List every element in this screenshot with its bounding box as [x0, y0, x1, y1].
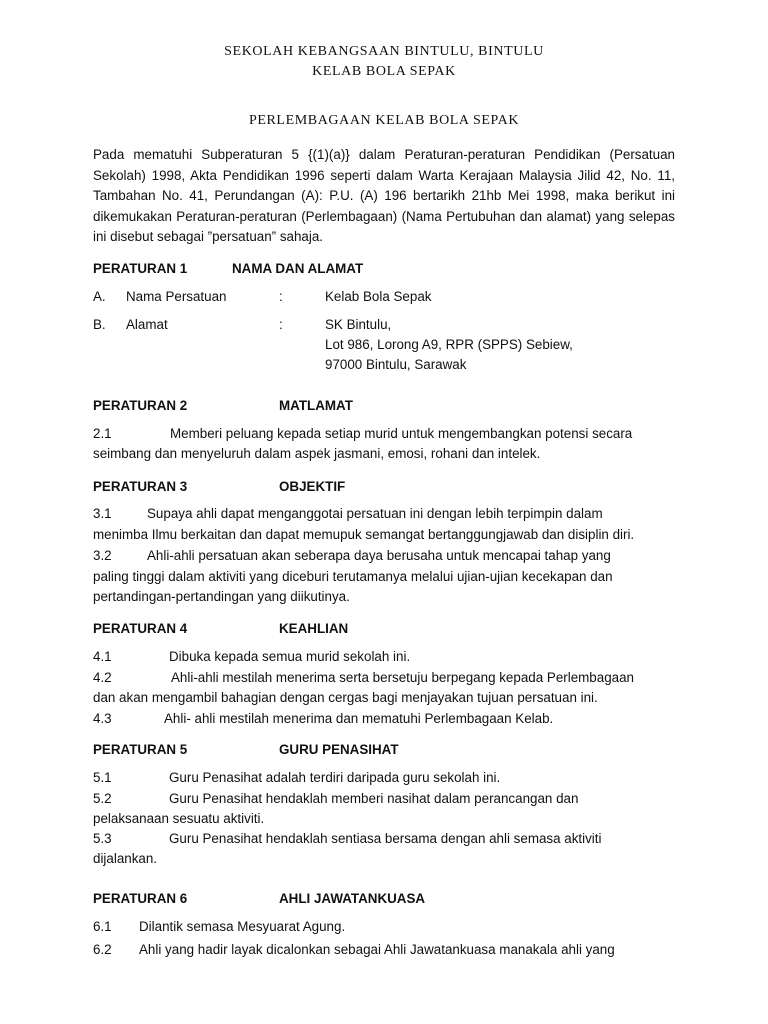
clause-text: Guru Penasihat hendaklah sentiasa bersama dengan ahli semasa aktiviti: [169, 831, 602, 846]
section-6-label: PERATURAN 6: [93, 891, 188, 906]
clause-text: Ahli-ahli mestilah menerima serta bersetuju berpegang kepada Perlembagaan: [171, 670, 634, 685]
address-line: 97000 Bintulu, Sarawak: [325, 357, 467, 372]
clause-text: seimbang dan menyeluruh dalam aspek jasmani, emosi, rohani dan intelek.: [93, 446, 541, 461]
clause-text: pelaksanaan sesuatu aktiviti.: [93, 811, 265, 826]
clause-text: Ahli yang hadir layak dicalonkan sebagai Ahli Jawatankuasa manakala ahli yang: [139, 942, 615, 957]
clause-number: 5.1: [93, 770, 112, 785]
clause-text: Dilantik semasa Mesyuarat Agung.: [139, 919, 346, 934]
intro-paragraph: Pada mematuhi Subperaturan 5 {(1)(a)} dalam Peraturan-peraturan Pendidikan (Persatuan Sekolah) 1998, Akta Pendidikan 1996 seperti dalam Warta Kerajaan Malaysia Jilid 42, No. 11, Tambahan No. 41, Perundangan (A): P.U. (A) 196 bertarikh 21hb Mei 1998, maka berikut ini dikemukakan Peraturan-peraturan (Perlembagaan) (Nama Pertubuhan dan alamat) yang selepas ini disebut sebagai ”persatuan” sahaja.: [93, 147, 675, 245]
section-5-label: PERATURAN 5: [93, 742, 188, 757]
clause-text: dan akan mengambil bahagian dengan cergas bagi menjayakan tujuan persatuan ini.: [93, 690, 598, 705]
section-5-title: GURU PENASIHAT: [279, 742, 399, 757]
clause-number: 4.2: [93, 670, 112, 685]
clause-number: 3.2: [93, 548, 112, 563]
item-a-number: A.: [93, 289, 106, 304]
clause-text: menimba Ilmu berkaitan dan dapat memupuk semangat bertanggungjawab dan disiplin diri.: [93, 527, 635, 542]
clause-text: Ahli-ahli persatuan akan seberapa daya berusaha untuk mencapai tahap yang: [147, 548, 611, 563]
clause-text: pertandingan-pertandingan yang diikutinya.: [93, 589, 350, 604]
section-1-title: NAMA DAN ALAMAT: [232, 261, 364, 276]
clause-text: Memberi peluang kepada setiap murid untuk mengembangkan potensi secara: [170, 426, 633, 441]
address-line: Lot 986, Lorong A9, RPR (SPPS) Sebiew,: [325, 337, 573, 352]
clause-number: 4.3: [93, 711, 112, 726]
clause-text: Ahli- ahli mestilah menerima dan mematuhi Perlembagaan Kelab.: [164, 711, 554, 726]
section-2-title: MATLAMAT: [279, 398, 353, 413]
club-name: KELAB BOLA SEPAK: [312, 64, 456, 79]
document-title: PERLEMBAGAAN KELAB BOLA SEPAK: [248, 113, 520, 128]
clause-text: paling tinggi dalam aktiviti yang diceburi terutamanya melalui ujian-ujian kecekapan dan: [93, 569, 613, 584]
clause-text: dijalankan.: [93, 851, 158, 866]
school-name: SEKOLAH KEBANGSAAN BINTULU, BINTULU: [224, 44, 544, 59]
section-3-title: OBJEKTIF: [279, 479, 346, 494]
clause-text: Dibuka kepada semua murid sekolah ini.: [169, 649, 411, 664]
item-b-label: Alamat: [126, 317, 168, 332]
clause-number: 6.1: [93, 919, 112, 934]
item-b-colon: :: [279, 317, 283, 332]
address-line: SK Bintulu,: [325, 317, 392, 332]
clause-number: 2.1: [93, 426, 112, 441]
item-a-value: Kelab Bola Sepak: [325, 289, 432, 304]
item-a-label: Nama Persatuan: [126, 289, 227, 304]
section-2-label: PERATURAN 2: [93, 398, 188, 413]
section-6-title: AHLI JAWATANKUASA: [279, 891, 426, 906]
clause-number: 3.1: [93, 506, 112, 521]
clause-number: 4.1: [93, 649, 112, 664]
item-a-colon: :: [279, 289, 283, 304]
section-4-title: KEAHLIAN: [279, 621, 349, 636]
clause-number: 6.2: [93, 942, 112, 957]
clause-number: 5.3: [93, 831, 112, 846]
clause-number: 5.2: [93, 791, 112, 806]
clause-text: Guru Penasihat adalah terdiri daripada guru sekolah ini.: [169, 770, 501, 785]
clause-text: Supaya ahli dapat menganggotai persatuan ini dengan lebih terpimpin dalam: [147, 506, 603, 521]
section-3-label: PERATURAN 3: [93, 479, 188, 494]
section-1-label: PERATURAN 1: [93, 261, 188, 276]
section-4-label: PERATURAN 4: [93, 621, 188, 636]
item-b-number: B.: [93, 317, 106, 332]
clause-text: Guru Penasihat hendaklah memberi nasihat dalam perancangan dan: [169, 791, 579, 806]
